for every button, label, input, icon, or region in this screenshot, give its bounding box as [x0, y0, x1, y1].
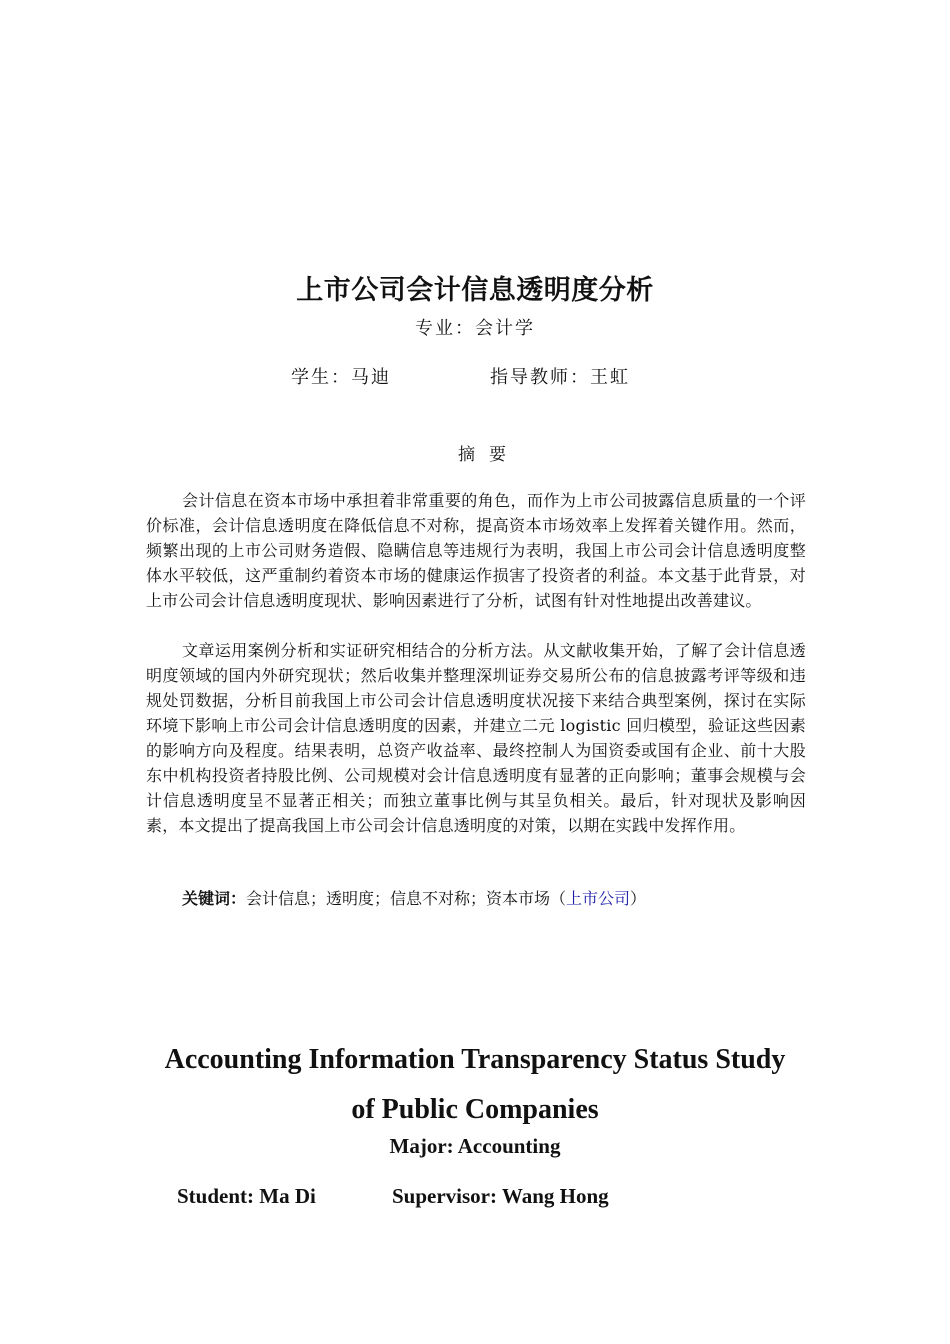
english-major: Major: Accounting — [389, 1134, 561, 1158]
student-name: 学生：马迪 — [291, 367, 391, 388]
major-line: 专业：会计学 — [415, 318, 535, 339]
keywords-close: ） — [630, 889, 647, 908]
english-student: Student: Ma Di — [177, 1184, 316, 1208]
keywords-link[interactable]: 上市公司 — [566, 889, 631, 908]
english-title-line-1: Accounting Information Transparency Status Study — [164, 1044, 786, 1075]
abstract-heading: 摘要 — [458, 445, 520, 465]
english-supervisor: Supervisor: Wang Hong — [392, 1184, 609, 1208]
abstract-paragraph-2: 文章运用案例分析和实证研究相结合的分析方法。从文献收集开始，了解了会计信息透明度领域的国内外研究现状；然后收集并整理深圳证券交易所公布的信息披露考评等级和违规处罚数据，分析目前我国上市公司会计信息透明度状况接下来结合典型案例，探讨在实际环境下影响上市公司会计信息透明度的因素，并建立二元 logistic 回归模型，验证这些因素的影响方向及程度。结果表明，总资产收益率、最终控制人为国资委或国有企业、前十大股东中机构投资者持股比例、公司规模对会计信息透明度有显著的正向影响；董事会规模与会计信息透明度呈不显著正相关；而独立董事比例与其呈负相关。最后，针对现状及影响因素，本文提出了提高我国上市公司会计信息透明度的对策，以期在实践中发挥作用。 — [146, 641, 806, 835]
keywords-line — [182, 886, 646, 909]
keywords-text: 会计信息；透明度；信息不对称；资本市场（ — [246, 889, 567, 908]
supervisor-name: 指导教师：王虹 — [490, 367, 630, 388]
keywords-label: 关键词： — [182, 889, 247, 908]
abstract-paragraph-1: 会计信息在资本市场中承担着非常重要的角色，而作为上市公司披露信息质量的一个评价标准，会计信息透明度在降低信息不对称，提高资本市场效率上发挥着关键作用。然而，频繁出现的上市公司财务造假、隐瞒信息等违规行为表明，我国上市公司会计信息透明度整体水平较低，这严重制约着资本市场的健康运作损害了投资者的利益。本文基于此背景，对上市公司会计信息透明度现状、影响因素进行了分析，试图有针对性地提出改善建议。 — [146, 491, 806, 610]
english-title-line-2: of Public Companies — [351, 1094, 599, 1125]
page-title: 上市公司会计信息透明度分析 — [296, 275, 654, 306]
